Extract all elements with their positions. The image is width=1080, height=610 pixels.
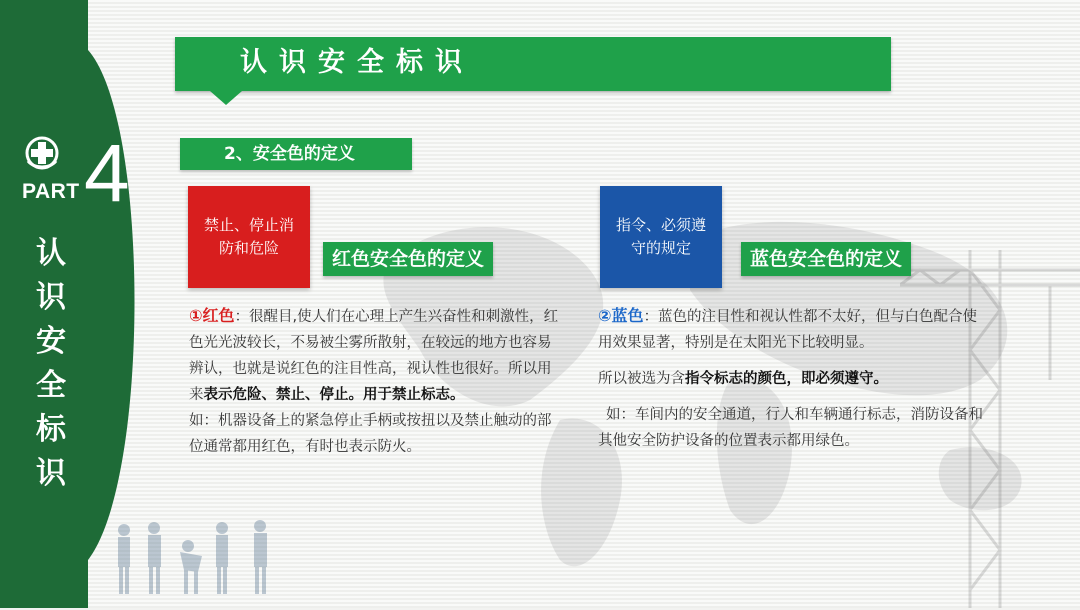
vertical-title-char: 识 xyxy=(36,280,66,315)
blue-text-2-line xyxy=(598,366,983,392)
blue-definition-text xyxy=(598,303,983,454)
vertical-title-char: 识 xyxy=(36,456,66,491)
header-banner-pointer xyxy=(210,91,242,105)
red-definition-title: 红色安全色的定义 xyxy=(323,242,493,276)
workers-silhouette xyxy=(110,516,280,596)
red-definition-text xyxy=(189,303,559,460)
blue-definition-title: 蓝色安全色的定义 xyxy=(741,242,911,276)
blue-lead: ②蓝色 xyxy=(598,306,644,325)
part-number: 4 xyxy=(84,128,130,219)
vertical-title-char: 标 xyxy=(36,412,66,447)
red-lead: ①红色 xyxy=(189,306,235,325)
section-vertical-title xyxy=(33,232,69,496)
red-example: 如：机器设备上的紧急停止手柄或按扭以及禁止触动的部位通常都用红色，有时也表示防火。 xyxy=(189,413,552,455)
safety-cross-icon xyxy=(24,135,60,171)
subsection-title: 2、安全色的定义 xyxy=(180,138,412,170)
part-label: PART xyxy=(22,180,80,203)
red-text-1: ：很醒目,使人们在心理上产生兴奋性和刺激性，红色光光波较长，不易被尘雾所散射，在较远的地方也容易辨认，也就是说红色的注目性高，视认性也很好。所以用来 xyxy=(189,309,559,403)
red-swatch-text: 禁止、停止消防和危险 xyxy=(203,216,294,257)
vertical-title-char: 全 xyxy=(36,368,66,403)
page-title: 认识安全标识 xyxy=(240,47,474,78)
blue-example: 如：车间内的安全通道，行人和车辆通行标志，消防设备和其他安全防护设备的位置表示都用绿色。 xyxy=(598,407,983,449)
vertical-title-char: 认 xyxy=(36,236,66,271)
blue-swatch-text: 指令、必须遵守的规定 xyxy=(615,216,706,257)
blue-text-1: ：蓝色的注目性和视认性都不太好，但与白色配合使用效果显著，特别是在太阳光下比较明显。 xyxy=(598,309,978,351)
blue-color-swatch xyxy=(600,186,722,288)
vertical-title-char: 安 xyxy=(36,324,66,359)
red-bold-text: 表示危险、禁止、停止。用于禁止标志。 xyxy=(203,387,465,403)
blue-text-2: 所以被选为含 xyxy=(598,371,685,387)
blue-bold-text: 指令标志的颜色，即必须遵守。 xyxy=(685,371,888,387)
red-color-swatch xyxy=(188,186,310,288)
